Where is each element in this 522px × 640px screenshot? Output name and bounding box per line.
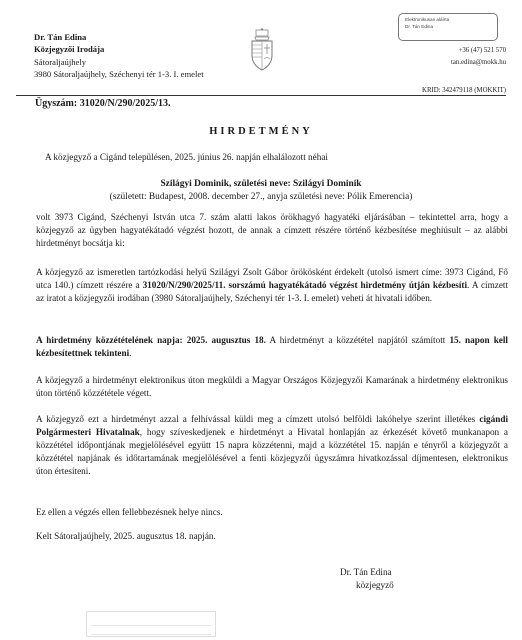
office-name: Közjegyzői Irodája	[34, 44, 105, 55]
p3-part-d: .	[129, 348, 132, 358]
p5-part-c: , hogy szíveskedjenek e hirdetményt a Hivatal honlapján az érkezését követő munkanapon a közzététel időpontjának megjelölésével együtt 15 napra közzétenni, majd a közzététel 15. napján e tényről a közjegyzőt a közzététel napjának és időtartamának megjelölésével a fenti közjegyzői ügyszámra hivatkozással díjmentesen, elektronikus úton értesíteni.	[36, 427, 508, 476]
paragraph-4: A közjegyző a hirdetményt elektronikus úton megküldi a Magyar Országos Közjegyzői Kamarának a hirdetmény elektronikus úton történő közzététele végett.	[36, 375, 508, 398]
stamp-line-1: Elektronikusan aláírta	[405, 17, 450, 22]
signature-name: Dr. Tán Edina	[340, 567, 392, 577]
signature-role: közjegyző	[356, 580, 394, 590]
case-number: Ügyszám: 31020/N/290/2025/13.	[35, 98, 171, 109]
p3-part-a: A hirdetmény közzétételének napja: 2025. augusztus 18.	[36, 335, 266, 345]
intro-paragraph: A közjegyző a Cigánd településen, 2025. június 26. napján elhalálozott néhai	[45, 152, 328, 162]
faded-stamp-box	[86, 611, 216, 637]
p3-part-c: 15. napon kell kézbesítettnek tekinteni	[36, 335, 508, 358]
deceased-block	[0, 178, 522, 203]
notary-name: Dr. Tán Edina	[34, 32, 87, 42]
electronic-signature-stamp	[398, 13, 498, 41]
p5-part-a: A közjegyző ezt a hirdetményt azzal a felhívással küldi meg a címzett utolsó belföldi lakóhelye szerint illetékes	[36, 414, 480, 424]
office-email: tan.edina@mokk.hu	[451, 58, 506, 66]
paragraph-6: Ez ellen a végzés ellen fellebbezésnek helye nincs.	[36, 507, 223, 517]
paragraph-5	[36, 413, 508, 478]
office-phone: +36 (47) 521 570	[458, 47, 506, 54]
p2-part-a: A közjegyző az ismeretlen tartózkodási helyű Szilágyi Zsolt Gábor örökösként érdekelt (utolsó ismert címe: 3973 Cigánd, Fő utca 140.) címzett részére a	[36, 267, 508, 290]
office-city: Sátoraljaújhely	[34, 56, 87, 67]
p5-part-b: cigándi Polgármesteri Hivatalnak	[36, 414, 508, 437]
stamp-line-2: Dr. Tán Edina	[405, 23, 434, 29]
office-address: 3980 Sátoraljaújhely, Széchenyi tér 1-3. I. emelet	[34, 69, 204, 80]
header-divider	[16, 95, 506, 96]
p2-part-c: . A címzett az iratot a közjegyzői irodában (3980 Sátoraljaújhely, Széchenyi tér 1-3. I. emelet) veheti át hivatali időben.	[36, 280, 508, 303]
paragraph-2	[36, 266, 508, 305]
signature-block	[340, 566, 490, 592]
letterhead-right	[306, 45, 506, 68]
document-title: HIRDETMÉNY	[209, 126, 313, 137]
paragraph-7: Kelt Sátoraljaújhely, 2025. augusztus 18. napján.	[36, 531, 216, 541]
paragraph-3	[36, 334, 508, 360]
paragraph-1: volt 3973 Cigánd, Széchenyi István utca 7. szám alatti lakos örökhagyó hagyatéki eljárásában – tekintettel arra, hogy a közjegyző az ügyben hagyatékátadó végzést hozott, de annak a címzett részére történő kézbesítése meghiúsult – az alábbi hirdetményt bocsátja ki:	[36, 212, 508, 248]
p2-part-b: 31020/N/290/2025/11. sorszámú hagyatékátadó végzést hirdetmény útján kézbesíti	[142, 280, 468, 290]
krid-number: KRID: 342479118 (MOKKIT)	[422, 87, 506, 94]
deceased-birth: (született: Budapest, 2008. december 27., anyja születési neve: Pólik Emerencia)	[109, 191, 413, 202]
p3-part-b: A hirdetményt a közzététel napjától számított	[265, 335, 450, 345]
deceased-name: Szilágyi Dominik, születési neve: Szilágyi Dominik	[160, 179, 362, 189]
coat-of-arms-icon	[247, 28, 277, 74]
